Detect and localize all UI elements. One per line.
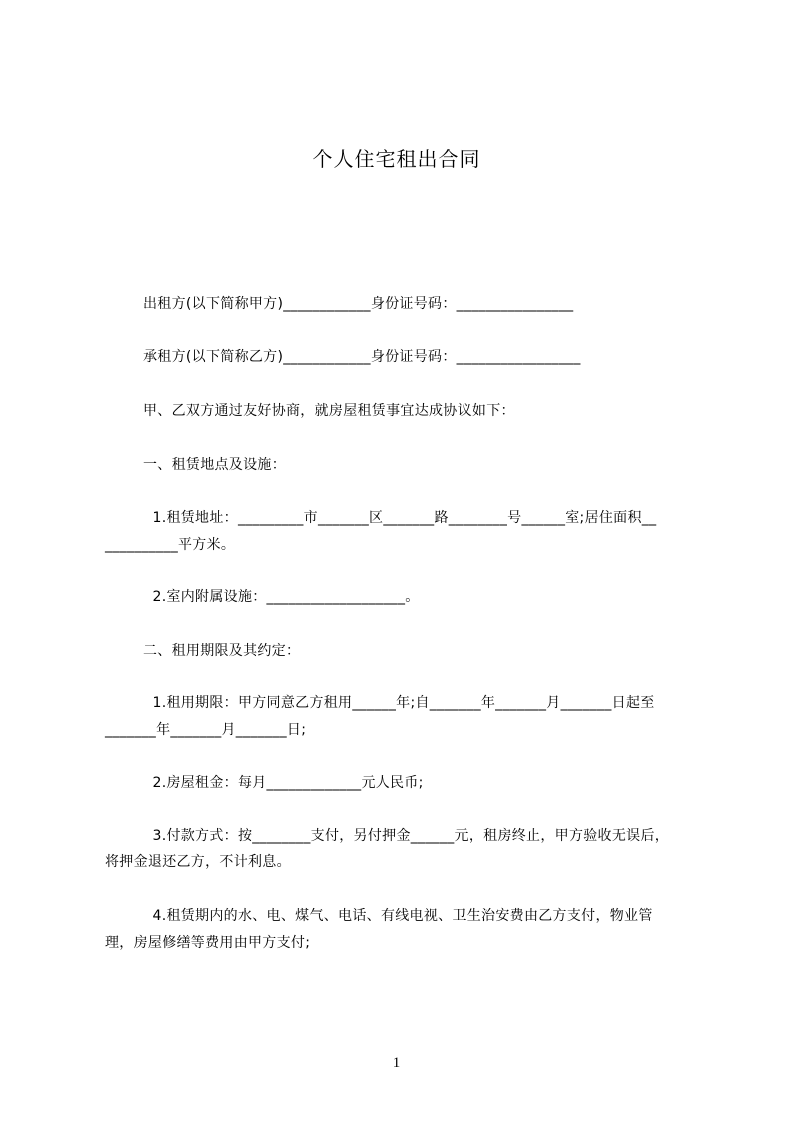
clause-2-3-line-2: 将押金退还乙方，不计利息。 — [105, 854, 291, 870]
clause-1-1-line-1: 1.租赁地址：_________市_______区_______路________号______室;居住面积__ — [105, 510, 657, 526]
clause-2-4-line-2: 理，房屋修缮等费用由甲方支付; — [105, 935, 311, 951]
section-heading-1: 一、租赁地点及设施： — [105, 457, 287, 473]
section-heading-2: 二、租用期限及其约定： — [105, 643, 301, 659]
agreement-intro: 甲、乙双方通过友好协商，就房屋租赁事宜达成协议如下： — [105, 403, 515, 419]
clause-1-2: 2.室内附属设施：___________________。 — [105, 589, 420, 605]
clause-2-2: 2.房屋租金：每月_____________元人民币; — [105, 775, 424, 791]
page-number: 1 — [392, 1055, 401, 1071]
lessee-line: 承租方(以下简称乙方)____________身份证号码：_________________ — [105, 349, 581, 365]
lessor-line: 出租方(以下简称甲方)____________身份证号码：________________ — [105, 296, 574, 312]
clause-2-3-line-1: 3.付款方式：按________支付，另付押金______元，租房终止，甲方验收无误后， — [105, 828, 670, 844]
clause-1-1-line-2: __________平方米。 — [105, 537, 236, 553]
page-title: 个人住宅租出合同 — [312, 147, 481, 171]
clause-2-4-line-1: 4.租赁期内的水、电、煤气、电话、有线电视、卫生治安费由乙方支付，物业管 — [105, 908, 653, 924]
clause-2-1-line-1: 1.租用期限：甲方同意乙方租用______年;自_______年_______月_______日起至 — [105, 695, 655, 711]
clause-2-1-line-2: _______年_______月_______日; — [105, 722, 307, 738]
